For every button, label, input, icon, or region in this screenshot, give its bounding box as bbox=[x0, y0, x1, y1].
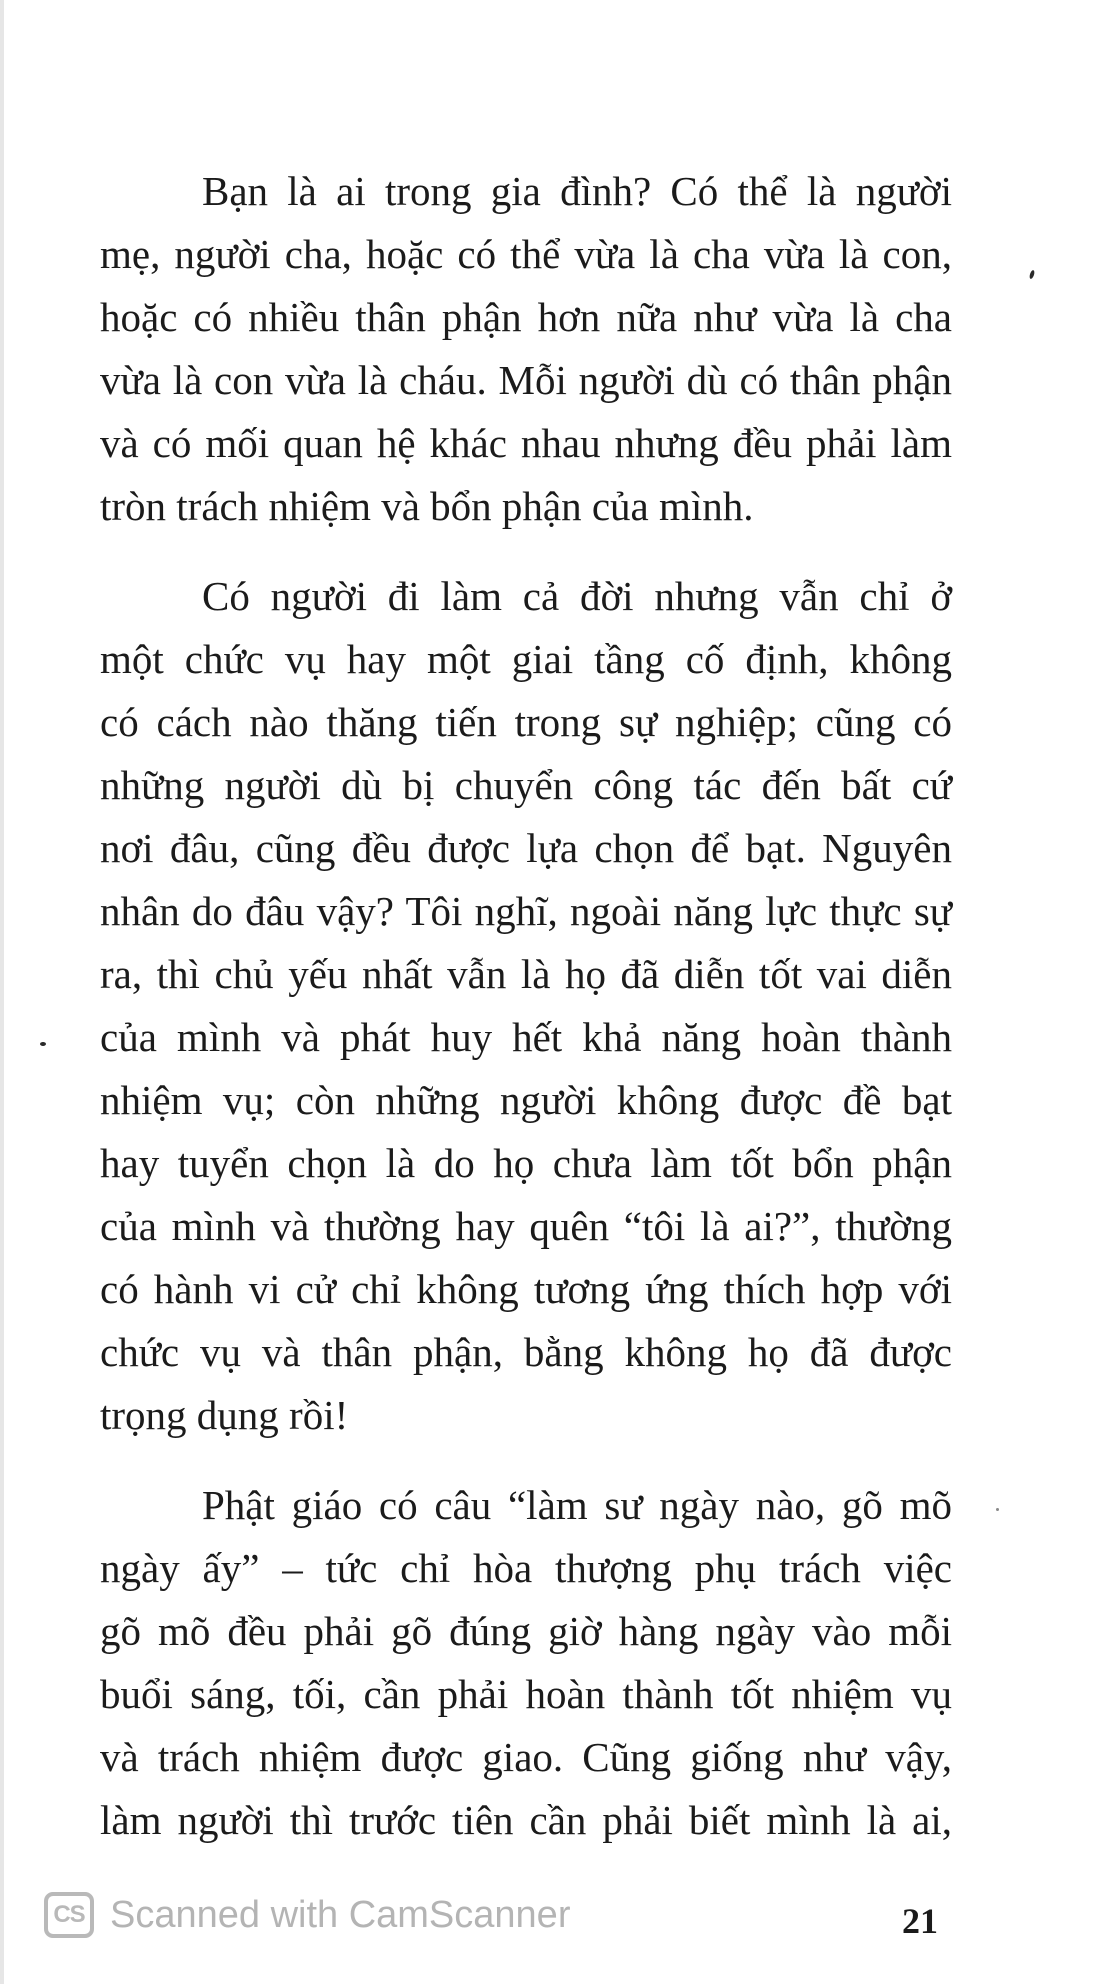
text-line: và có mối quan hệ khác nhau nhưng đều phải làm bbox=[100, 420, 952, 466]
scanner-watermark-text: Scanned with CamScanner bbox=[110, 1894, 571, 1936]
text-line: mẹ, người cha, hoặc có thể vừa là cha vừa là con, bbox=[100, 231, 952, 277]
text-line: chức vụ và thân phận, bằng không họ đã được bbox=[100, 1329, 952, 1375]
text-line: của mình và phát huy hết khả năng hoàn thành bbox=[100, 1014, 952, 1060]
text-line: ngày ấy” – tức chỉ hòa thượng phụ trách việc bbox=[100, 1545, 952, 1591]
text-line: buổi sáng, tối, cần phải hoàn thành tốt nhiệm vụ bbox=[100, 1671, 952, 1717]
text-line: nhân do đâu vậy? Tôi nghĩ, ngoài năng lực thực sự bbox=[100, 888, 952, 934]
text-line: hay tuyển chọn là do họ chưa làm tốt bổn phận bbox=[100, 1140, 952, 1186]
text-line: tròn trách nhiệm và bổn phận của mình. bbox=[100, 483, 754, 529]
text-line: vừa là con vừa là cháu. Mỗi người dù có thân phận bbox=[100, 357, 952, 403]
text-line: có cách nào thăng tiến trong sự nghiệp; cũng có bbox=[100, 699, 952, 745]
text-line: nơi đâu, cũng đều được lựa chọn để bạt. Nguyên bbox=[100, 825, 952, 871]
page-number: 21 bbox=[902, 1901, 938, 1941]
scan-speck bbox=[1029, 270, 1036, 280]
camscanner-logo-icon: CS bbox=[44, 1892, 94, 1938]
text-line: nhiệm vụ; còn những người không được đề bạt bbox=[100, 1077, 952, 1123]
text-line: gõ mõ đều phải gõ đúng giờ hàng ngày vào mỗi bbox=[100, 1608, 952, 1654]
body-text bbox=[100, 160, 952, 1852]
page-edge bbox=[0, 0, 4, 1984]
text-line: của mình và thường hay quên “tôi là ai?”, thường bbox=[100, 1203, 952, 1249]
scan-speck bbox=[996, 1508, 999, 1511]
text-line: và trách nhiệm được giao. Cũng giống như vậy, bbox=[100, 1734, 952, 1780]
text-line: làm người thì trước tiên cần phải biết mình là ai, bbox=[100, 1797, 952, 1843]
text-line: những người dù bị chuyển công tác đến bất cứ bbox=[100, 762, 952, 808]
text-line: trọng dụng rồi! bbox=[100, 1392, 349, 1438]
paragraph-1 bbox=[100, 160, 952, 538]
text-line: hoặc có nhiều thân phận hơn nữa như vừa là cha bbox=[100, 294, 952, 340]
scan-speck bbox=[40, 1042, 46, 1046]
text-line: có hành vi cử chỉ không tương ứng thích hợp với bbox=[100, 1266, 952, 1312]
scanner-watermark bbox=[44, 1890, 1120, 1946]
text-line: Có người đi làm cả đời nhưng vẫn chỉ ở bbox=[202, 573, 952, 619]
text-line: Phật giáo có câu “làm sư ngày nào, gõ mõ bbox=[202, 1482, 952, 1528]
paragraph-3 bbox=[100, 1474, 952, 1852]
paragraph-2 bbox=[100, 565, 952, 1447]
text-line: một chức vụ hay một giai tầng cố định, không bbox=[100, 636, 952, 682]
text-line: ra, thì chủ yếu nhất vẫn là họ đã diễn tốt vai diễn bbox=[100, 951, 952, 997]
text-line: Bạn là ai trong gia đình? Có thể là người bbox=[202, 168, 952, 214]
